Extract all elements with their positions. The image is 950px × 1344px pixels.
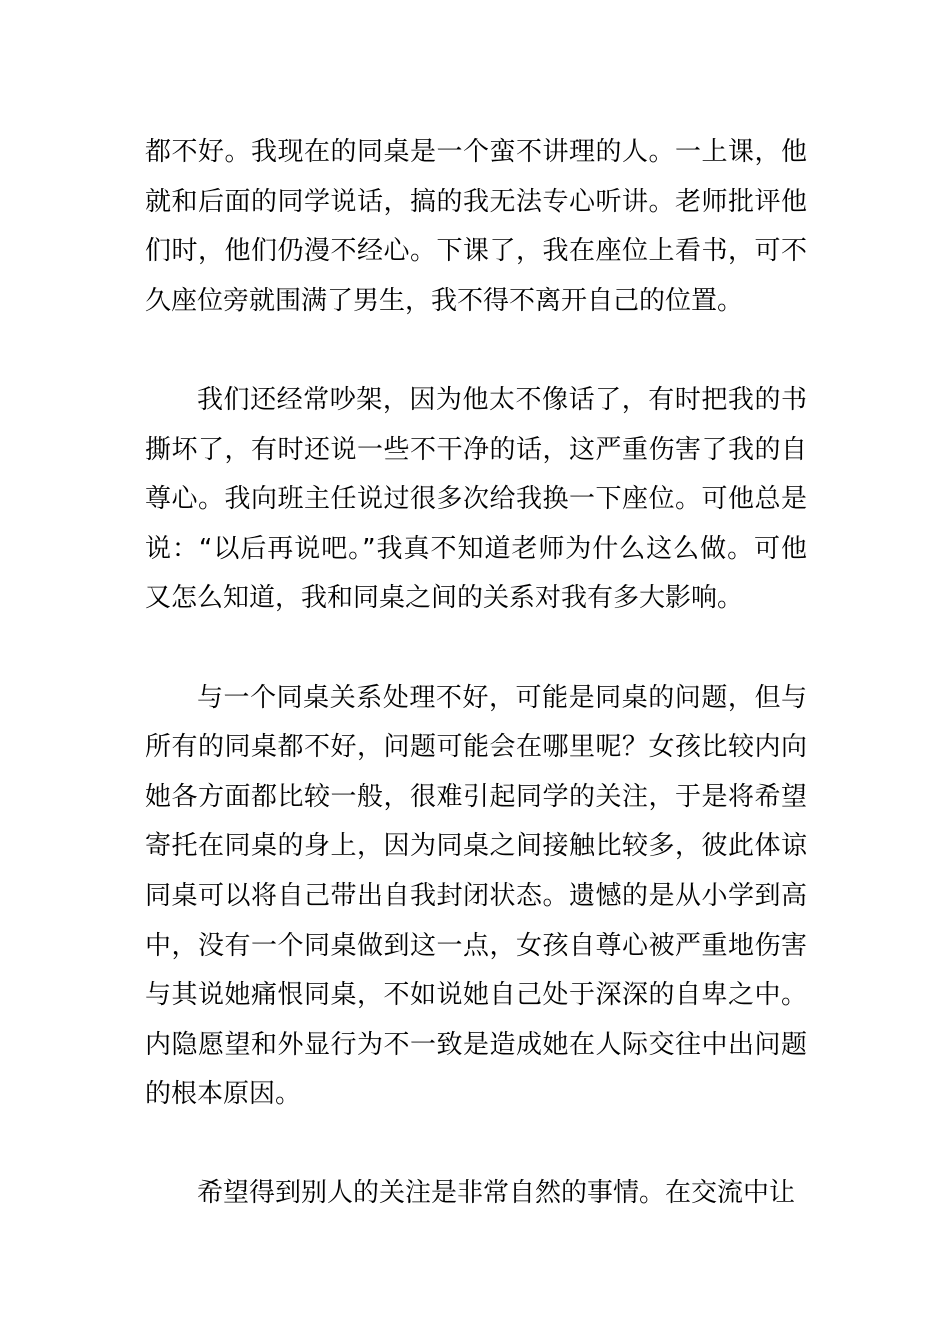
paragraph-1: 都不好。我现在的同桌是一个蛮不讲理的人。一上课，他就和后面的同学说话，搞的我无法专心听讲。老师批评他们时，他们仍漫不经心。下课了，我在座位上看书，可不久座位旁就围满了男生，我不得不离开自己的位置。: [145, 137, 807, 316]
paragraph-2: 我们还经常吵架，因为他太不像话了，有时把我的书撕坏了，有时还说一些不干净的话，这严重伤害了我的自尊心。我向班主任说过很多次给我换一下座位。可他总是说：“以后再说吧。”我真不知道老师为什么这么做。可他又怎么知道，我和同桌之间的关系对我有多大影响。: [145, 384, 807, 614]
document-body: [145, 128, 807, 1269]
paragraph-3: 与一个同桌关系处理不好，可能是同桌的问题，但与所有的同桌都不好，问题可能会在哪里呢？女孩比较内向她各方面都比较一般，很难引起同学的关注，于是将希望寄托在同桌的身上，因为同桌之间接触比较多，彼此体谅同桌可以将自己带出自我封闭状态。遗憾的是从小学到高中，没有一个同桌做到这一点，女孩自尊心被严重地伤害与其说她痛恨同桌，不如说她自己处于深深的自卑之中。内隐愿望和外显行为不一致是造成她在人际交往中出问题的根本原因。: [145, 682, 807, 1110]
paragraph-4: 希望得到别人的关注是非常自然的事情。在交流中让: [197, 1178, 796, 1209]
